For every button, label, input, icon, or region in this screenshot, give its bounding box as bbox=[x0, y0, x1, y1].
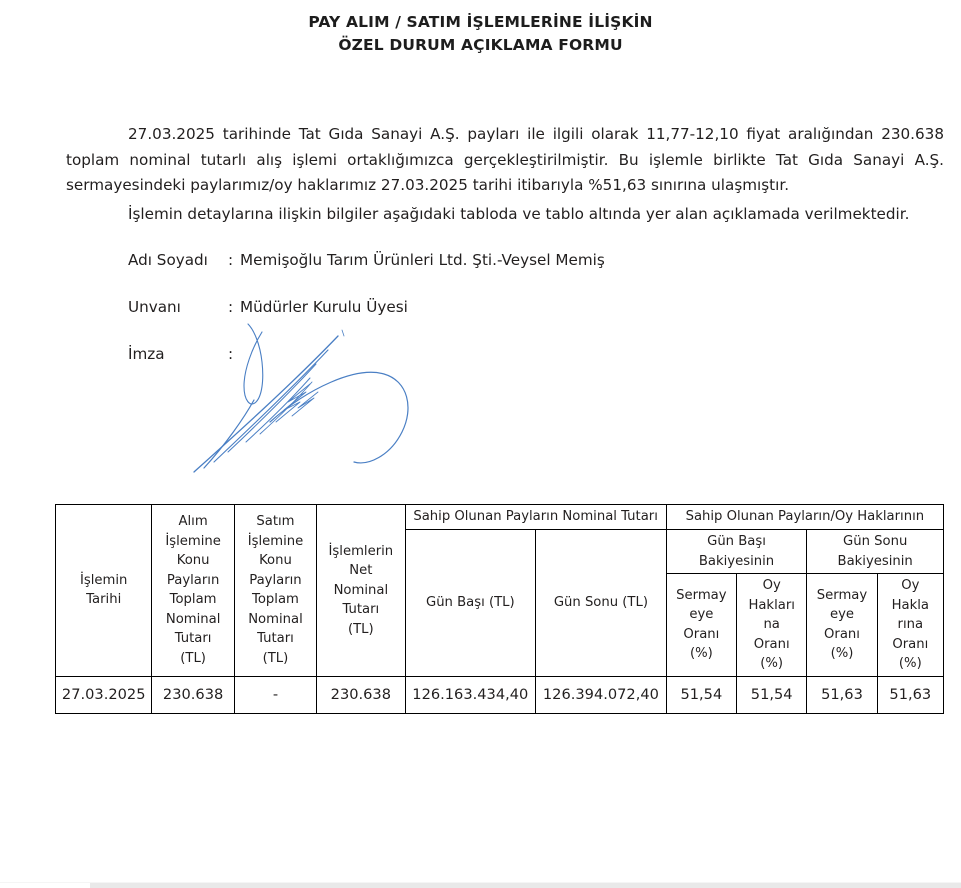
th-satim-konu-l1: Satım bbox=[256, 514, 295, 530]
th-gun-sonu-bakiyesinin bbox=[807, 530, 944, 574]
cell-gun-basi-tl: 126.163.434,40 bbox=[405, 676, 536, 713]
th-net-nominal-l2: Net bbox=[349, 563, 373, 578]
th-gun-basi-tl: Gün Başı (TL) bbox=[405, 530, 536, 677]
field-name-row bbox=[128, 250, 605, 270]
document-title-line-1: PAY ALIM / SATIM İŞLEMLERİNE İLİŞKİN bbox=[308, 13, 653, 31]
th-gun-basi-bakiye-l2: Bakiyesinin bbox=[698, 553, 775, 569]
th-gs-oy-l3: rına bbox=[897, 617, 924, 632]
table-row bbox=[56, 676, 944, 713]
cell-gs-oy: 51,63 bbox=[877, 676, 943, 713]
table-header-tier-1 bbox=[56, 505, 944, 530]
document-title bbox=[0, 11, 961, 57]
name-label: Adı Soyadı bbox=[128, 251, 208, 269]
th-net-nominal-l5: (TL) bbox=[347, 621, 374, 637]
th-net-nominal bbox=[317, 505, 405, 677]
th-gs-oy-l1: Oy bbox=[901, 578, 920, 593]
th-gb-oy-l3: na bbox=[763, 617, 780, 632]
page-bottom-edge bbox=[90, 883, 961, 888]
th-gs-sermaye-orani bbox=[807, 574, 877, 677]
title-value: Müdürler Kurulu Üyesi bbox=[240, 298, 408, 316]
th-gs-sermaye-l3: Oranı bbox=[824, 626, 860, 642]
th-gb-oy-l1: Oy bbox=[762, 578, 781, 593]
th-islem-tarihi-l2: Tarihi bbox=[86, 592, 122, 608]
transaction-table bbox=[55, 504, 944, 714]
table-head bbox=[56, 505, 944, 677]
th-gs-oy-haklarina-orani bbox=[877, 574, 943, 677]
cell-satim-konu: - bbox=[234, 676, 316, 713]
th-alim-konu-l6: Nominal bbox=[165, 611, 221, 627]
th-satim-konu-l7: Tutarı bbox=[257, 631, 294, 647]
th-gb-oy-haklarina-orani bbox=[737, 574, 807, 677]
th-alim-konu-l3: Konu bbox=[176, 553, 210, 569]
th-satim-konu bbox=[234, 505, 316, 677]
th-gun-basi-bakiyesinin bbox=[666, 530, 807, 574]
th-net-nominal-l4: Tutarı bbox=[342, 602, 380, 617]
th-gs-oy-l5: (%) bbox=[898, 656, 922, 671]
th-gun-sonu-tl: Gün Sonu (TL) bbox=[536, 530, 667, 677]
th-satim-konu-l4: Payların bbox=[249, 572, 302, 588]
th-group-sahip-nominal: Sahip Olunan Payların Nominal Tutarı bbox=[405, 505, 666, 530]
cell-net-nominal: 230.638 bbox=[317, 676, 405, 713]
th-alim-konu-l7: Tutarı bbox=[174, 631, 212, 647]
th-gs-sermaye-l1: Sermay bbox=[816, 587, 868, 603]
th-islem-tarihi bbox=[56, 505, 152, 677]
th-gs-sermaye-l4: (%) bbox=[830, 646, 854, 662]
th-satim-konu-l6: Nominal bbox=[248, 611, 303, 627]
transaction-table-wrap bbox=[55, 504, 944, 714]
cell-gs-sermaye: 51,63 bbox=[807, 676, 877, 713]
th-net-nominal-l3: Nominal bbox=[333, 582, 389, 598]
cell-alim-konu: 230.638 bbox=[152, 676, 234, 713]
title-label: Unvanı bbox=[128, 298, 181, 316]
title-colon: : bbox=[228, 298, 234, 316]
signature-label: İmza bbox=[128, 345, 165, 363]
th-gb-oy-l4: Oranı bbox=[753, 636, 790, 652]
th-alim-konu-l5: Toplam bbox=[169, 592, 217, 608]
th-gb-sermaye-l1: Sermay bbox=[676, 587, 727, 603]
th-gs-oy-l2: Hakla bbox=[891, 597, 930, 613]
th-gs-oy-l4: Oranı bbox=[892, 636, 929, 652]
th-satim-konu-l8: (TL) bbox=[262, 650, 289, 666]
th-alim-konu bbox=[152, 505, 234, 677]
intro-paragraph: 27.03.2025 tarihinde Tat Gıda Sanayi A.Ş. payları ile ilgili olarak 11,77-12,10 fiyat aralığından 230.638 toplam nominal tutarlı alış işlemi ortaklığımızca gerçekleştirilmiştir. Bu işlemle birlikte Tat Gıda Sanayi A.Ş. sermayesindeki paylarımız/oy haklarımız 27.03.2025 tarihi itibarıyla %51,63 sınırına ulaşmıştır. bbox=[66, 125, 944, 194]
th-gb-oy-l5: (%) bbox=[760, 656, 784, 671]
cell-gb-sermaye: 51,54 bbox=[666, 676, 736, 713]
signature-colon: : bbox=[228, 345, 234, 363]
th-gb-sermaye-l3: Oranı bbox=[683, 626, 720, 642]
th-alim-konu-l2: İşlemine bbox=[165, 533, 221, 549]
th-alim-konu-l1: Alım bbox=[178, 514, 208, 530]
th-gs-sermaye-l2: eye bbox=[829, 607, 854, 623]
th-gun-sonu-bakiye-l1: Gün Sonu bbox=[843, 534, 908, 549]
th-gun-sonu-bakiye-l2: Bakiyesinin bbox=[837, 553, 913, 569]
field-signature-row bbox=[128, 344, 240, 364]
details-paragraph: İşlemin detaylarına ilişkin bilgiler aşağıdaki tabloda ve tablo altında yer alan açıklamada verilmektedir. bbox=[128, 205, 910, 223]
th-gb-sermaye-l2: eye bbox=[689, 607, 714, 623]
name-value: Memişoğlu Tarım Ürünleri Ltd. Şti.-Veysel Memiş bbox=[240, 251, 605, 269]
th-gb-sermaye-orani bbox=[666, 574, 736, 677]
th-gb-oy-l2: Hakları bbox=[748, 597, 795, 613]
th-gb-sermaye-l4: (%) bbox=[689, 646, 713, 662]
field-title-row bbox=[128, 297, 408, 317]
th-alim-konu-l4: Payların bbox=[166, 572, 220, 588]
th-alim-konu-l8: (TL) bbox=[180, 650, 206, 666]
th-satim-konu-l3: Konu bbox=[259, 553, 292, 569]
th-group-sahip-oy: Sahip Olunan Payların/Oy Haklarının bbox=[666, 505, 943, 530]
cell-gun-sonu-tl: 126.394.072,40 bbox=[536, 676, 667, 713]
th-islem-tarihi-l1: İşlemin bbox=[80, 572, 128, 588]
cell-gb-oy: 51,54 bbox=[737, 676, 807, 713]
table-body bbox=[56, 676, 944, 713]
cell-islem-tarihi: 27.03.2025 bbox=[56, 676, 152, 713]
th-net-nominal-l1: İşlemlerin bbox=[328, 543, 394, 559]
th-satim-konu-l2: İşlemine bbox=[247, 533, 304, 549]
th-gun-basi-bakiye-l1: Gün Başı bbox=[707, 534, 766, 549]
name-colon: : bbox=[228, 251, 234, 269]
th-satim-konu-l5: Toplam bbox=[252, 592, 299, 608]
document-title-line-2: ÖZEL DURUM AÇIKLAMA FORMU bbox=[338, 36, 623, 54]
